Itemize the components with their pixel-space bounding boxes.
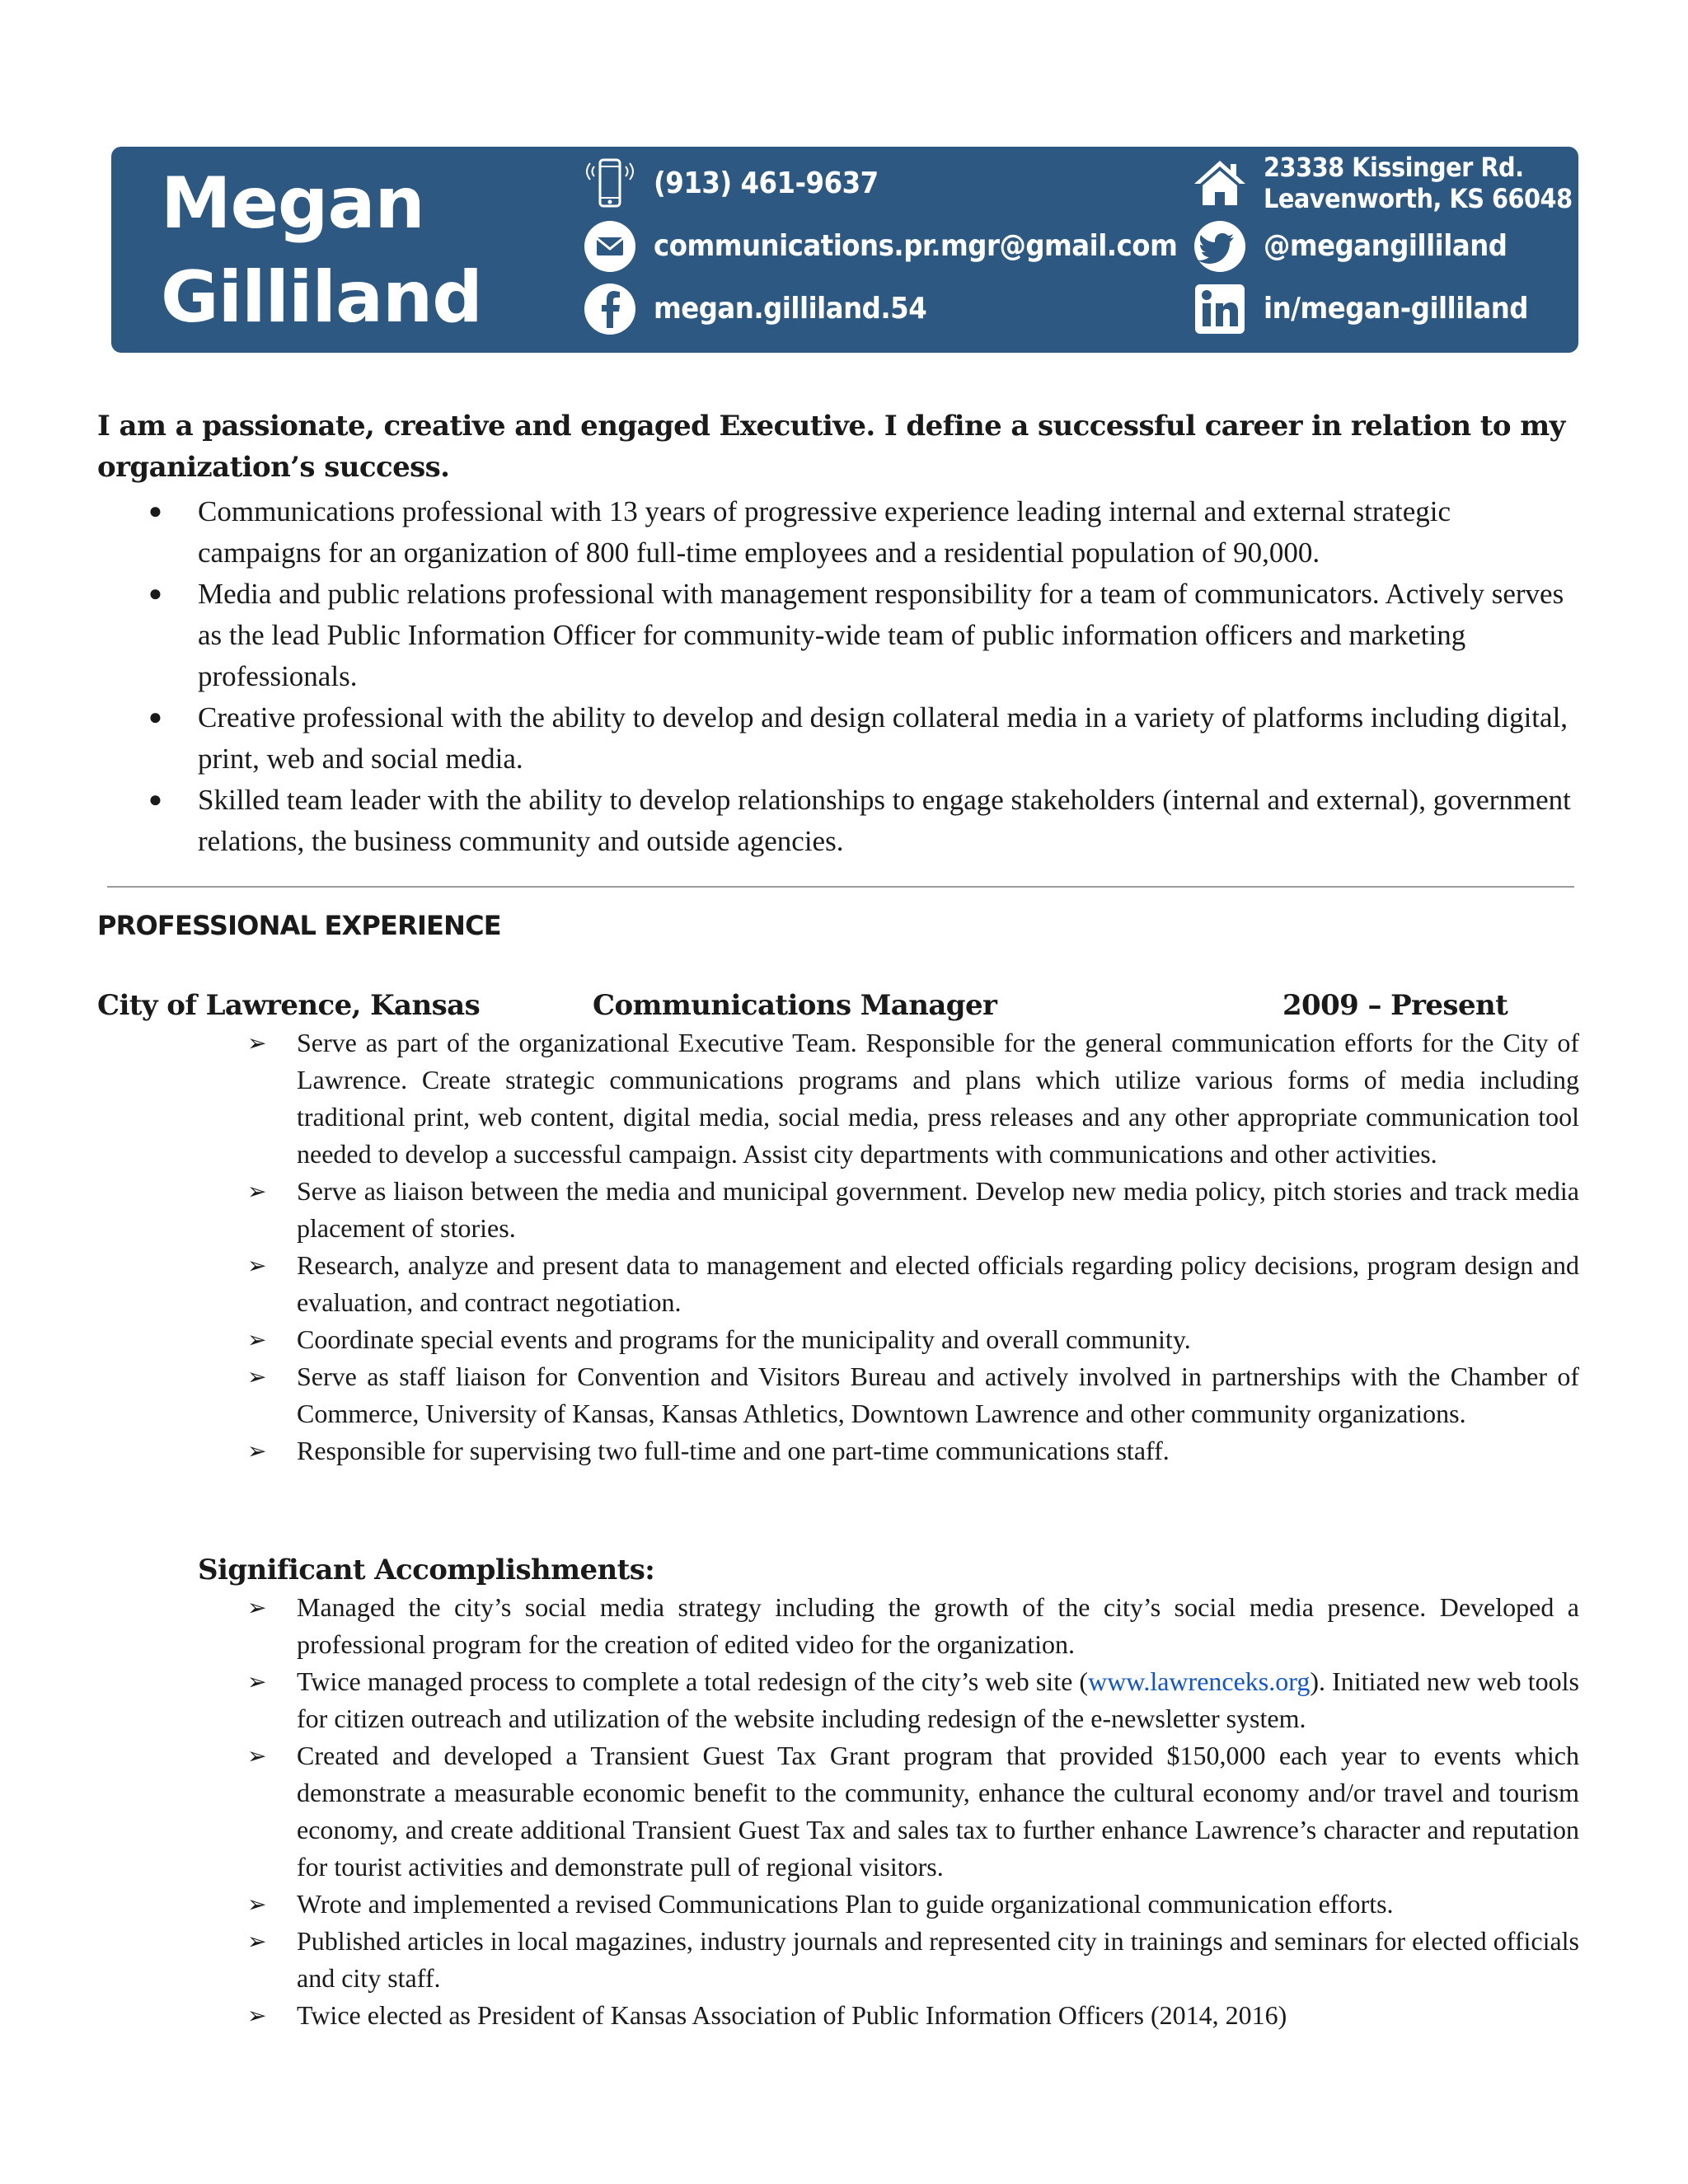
- list-item: ➢ Serve as liaison between the media and municipal government. Develop new media policy, pitch stories and track media placement of stories.: [247, 1173, 1579, 1247]
- linkedin-handle[interactable]: in/megan-gilliland: [1264, 292, 1528, 326]
- accomplishments-list: [247, 1589, 1579, 2034]
- address-line-2: Leavenworth, KS 66048: [1264, 183, 1573, 214]
- bullet-icon: ●: [148, 581, 162, 607]
- list-item: ● Creative professional with the ability to develop and design collateral media in a variety of platforms including digital, print, web and social media.: [97, 697, 1581, 780]
- list-item: ➢ Serve as part of the organizational Executive Team. Responsible for the general communication efforts for the City of Lawrence. Create strategic communications programs and plans which utilize various forms of media including traditional print, web content, digital media, social media, press releases and any other appropriate communication tool needed to develop a successful campaign. Assist city departments with communications and other activities.: [247, 1024, 1579, 1173]
- summary-list: [97, 491, 1581, 862]
- list-item: ➢ Twice elected as President of Kansas Association of Public Information Officers (2014, 2016): [247, 1997, 1579, 2034]
- job-header: [97, 987, 1581, 1024]
- twitter-icon: [1191, 218, 1249, 275]
- arrow-bullet-icon: ➢: [247, 1252, 267, 1279]
- list-item: ➢ Coordinate special events and programs for the municipality and overall community.: [247, 1321, 1579, 1358]
- email-address[interactable]: communications.pr.mgr@gmail.com: [654, 229, 1178, 263]
- last-name: Gilliland: [161, 256, 482, 339]
- header-banner: [111, 147, 1578, 353]
- candidate-name: [161, 157, 556, 344]
- arrow-bullet-icon: ➢: [247, 1668, 267, 1695]
- arrow-bullet-icon: ➢: [247, 1363, 267, 1390]
- employer-name: City of Lawrence, Kansas: [97, 989, 481, 1022]
- twitter-contact: [1191, 218, 1507, 275]
- summary-headline: I am a passionate, creative and engaged Executive. I define a successful career in relation to my organization’s success.: [97, 410, 1565, 484]
- arrow-bullet-icon: ➢: [247, 1928, 267, 1955]
- accomplishments-title: Significant Accomplishments:: [198, 1554, 655, 1586]
- facebook-contact: [581, 280, 926, 338]
- list-item: ➢ Research, analyze and present data to management and elected officials regarding policy decisions, program design and evaluation, and contract negotiation.: [247, 1247, 1579, 1321]
- arrow-bullet-icon: ➢: [247, 1594, 267, 1621]
- list-item: ● Media and public relations professional with management responsibility for a team of communicators. Actively serves as the lead Public Information Officer for community-wide team of public information officers and marketing professionals.: [97, 574, 1581, 697]
- bullet-icon: ●: [148, 705, 162, 730]
- envelope-icon: [581, 218, 639, 275]
- twitter-handle[interactable]: @megangilliland: [1264, 229, 1507, 263]
- list-item: ➢ Created and developed a Transient Guest Tax Grant program that provided $150,000 each year to events which demonstrate a measurable economic benefit to the community, enhance the cultural economy and/or travel and tourism economy, and create additional Transient Guest Tax and sales tax to further enhance Lawrence’s character and reputation for tourist activities and demonstrate pull of regional visitors.: [247, 1737, 1579, 1886]
- list-item: ➢ Managed the city’s social media strategy including the growth of the city’s social media presence. Developed a professional program for the creation of edited video for the organization.: [247, 1589, 1579, 1663]
- list-item: ➢ Published articles in local magazines, industry journals and represented city in trainings and seminars for elected officials and city staff.: [247, 1923, 1579, 1997]
- list-item: ● Skilled team leader with the ability to develop relationships to engage stakeholders (internal and external), government relations, the business community and outside agencies.: [97, 780, 1581, 862]
- job-title: Communications Manager: [593, 989, 997, 1022]
- list-item: ➢ Responsible for supervising two full-time and one part-time communications staff.: [247, 1432, 1579, 1469]
- facebook-icon: [581, 280, 639, 338]
- linkedin-icon: [1191, 280, 1249, 338]
- mailing-address: [1264, 152, 1573, 214]
- facebook-handle[interactable]: megan.gilliland.54: [654, 292, 927, 326]
- arrow-bullet-icon: ➢: [247, 1891, 267, 1918]
- list-item: ➢ Wrote and implemented a revised Communications Plan to guide organizational communication efforts.: [247, 1886, 1579, 1923]
- list-item: ➢ Twice managed process to complete a total redesign of the city’s web site (www.lawrenceks.org). Initiated new web tools for citizen outreach and utilization of the website including redesign of the e-newsletter system.: [247, 1663, 1579, 1737]
- address-line-1: 23338 Kissinger Rd.: [1264, 152, 1524, 183]
- list-item: ➢ Serve as staff liaison for Convention and Visitors Bureau and actively involved in partnerships with the Chamber of Commerce, University of Kansas, Kansas Athletics, Downtown Lawrence and other community organizations.: [247, 1358, 1579, 1432]
- bullet-icon: ●: [148, 499, 162, 524]
- job-dates: 2009 – Present: [1282, 989, 1508, 1022]
- duties-list: [247, 1024, 1579, 1469]
- arrow-bullet-icon: ➢: [247, 1029, 267, 1057]
- experience-section-title: PROFESSIONAL EXPERIENCE: [97, 910, 501, 941]
- bullet-icon: ●: [148, 787, 162, 813]
- first-name: Megan: [161, 162, 424, 245]
- arrow-bullet-icon: ➢: [247, 1437, 267, 1465]
- arrow-bullet-icon: ➢: [247, 1178, 267, 1205]
- email-contact: [581, 218, 1177, 275]
- arrow-bullet-icon: ➢: [247, 1742, 267, 1769]
- arrow-bullet-icon: ➢: [247, 2002, 267, 2029]
- address-contact: [1191, 152, 1573, 214]
- phone-contact: [581, 155, 879, 213]
- section-divider: [107, 886, 1574, 888]
- linkedin-contact: [1191, 280, 1528, 338]
- phone-number[interactable]: (913) 461-9637: [654, 166, 879, 200]
- phone-icon: [581, 155, 639, 213]
- home-icon: [1191, 154, 1249, 212]
- website-link[interactable]: www.lawrenceks.org: [1088, 1666, 1311, 1696]
- list-item: ● Communications professional with 13 years of progressive experience leading internal and external strategic campaigns for an organization of 800 full-time employees and a residential population of 90,000.: [97, 491, 1581, 574]
- arrow-bullet-icon: ➢: [247, 1326, 267, 1353]
